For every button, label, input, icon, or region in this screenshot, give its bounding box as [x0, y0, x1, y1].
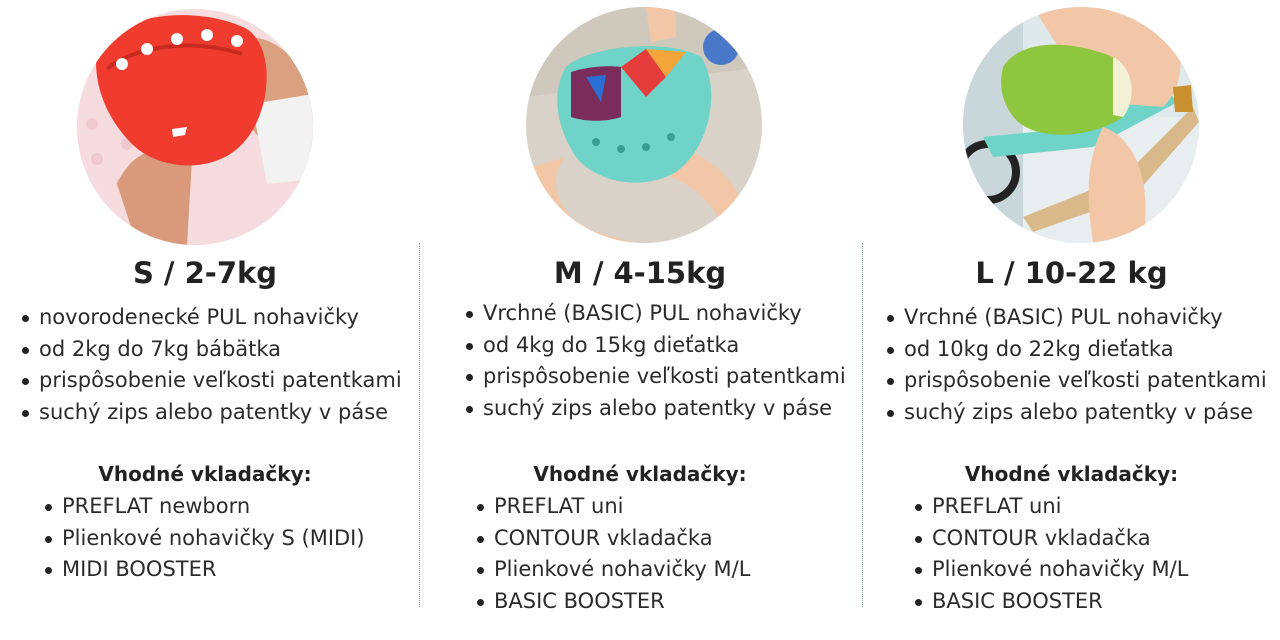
- list-item: novorodenecké PUL nohavičky: [19, 302, 402, 334]
- list-item: BASIC BOOSTER: [474, 586, 750, 618]
- feature-list: [884, 302, 1267, 428]
- size-title: M / 4-15kg: [553, 256, 727, 290]
- list-item: prispôsobenie veľkosti patentkami: [463, 361, 846, 393]
- inserts-list: [912, 491, 1188, 617]
- green-cloth-diaper-photo: [963, 7, 1199, 243]
- list-item: prispôsobenie veľkosti patentkami: [19, 365, 402, 397]
- turquoise-cloth-diaper-photo: [526, 7, 762, 243]
- red-cloth-diaper-photo: [77, 9, 313, 245]
- list-item: Plienkové nohavičky M/L: [912, 554, 1188, 586]
- list-item: Vrchné (BASIC) PUL nohavičky: [463, 298, 846, 330]
- list-item: od 10kg do 22kg dieťatka: [884, 334, 1267, 366]
- inserts-title: Vhodné vkladačky:: [533, 462, 747, 486]
- size-column-m: [420, 0, 860, 640]
- list-item: PREFLAT uni: [912, 491, 1188, 523]
- inserts-list: [474, 491, 750, 617]
- size-title: S / 2-7kg: [132, 256, 278, 290]
- list-item: suchý zips alebo patentky v páse: [19, 397, 402, 429]
- list-item: Plienkové nohavičky M/L: [474, 554, 750, 586]
- list-item: Vrchné (BASIC) PUL nohavičky: [884, 302, 1267, 334]
- inserts-list: [42, 491, 365, 586]
- size-column-s: [0, 0, 410, 640]
- list-item: suchý zips alebo patentky v páse: [463, 393, 846, 425]
- list-item: Plienkové nohavičky S (MIDI): [42, 523, 365, 555]
- list-item: CONTOUR vkladačka: [474, 523, 750, 555]
- list-item: MIDI BOOSTER: [42, 554, 365, 586]
- list-item: suchý zips alebo patentky v páse: [884, 397, 1267, 429]
- list-item: PREFLAT uni: [474, 491, 750, 523]
- inserts-title: Vhodné vkladačky:: [98, 462, 312, 486]
- list-item: BASIC BOOSTER: [912, 586, 1188, 618]
- inserts-title: Vhodné vkladačky:: [964, 462, 1179, 486]
- list-item: CONTOUR vkladačka: [912, 523, 1188, 555]
- list-item: PREFLAT newborn: [42, 491, 365, 523]
- list-item: prispôsobenie veľkosti patentkami: [884, 365, 1267, 397]
- feature-list: [19, 302, 402, 428]
- list-item: od 4kg do 15kg dieťatka: [463, 330, 846, 362]
- list-item: od 2kg do 7kg bábätka: [19, 334, 402, 366]
- size-column-l: [863, 0, 1280, 640]
- size-title: L / 10-22 kg: [975, 256, 1168, 290]
- feature-list: [463, 298, 846, 424]
